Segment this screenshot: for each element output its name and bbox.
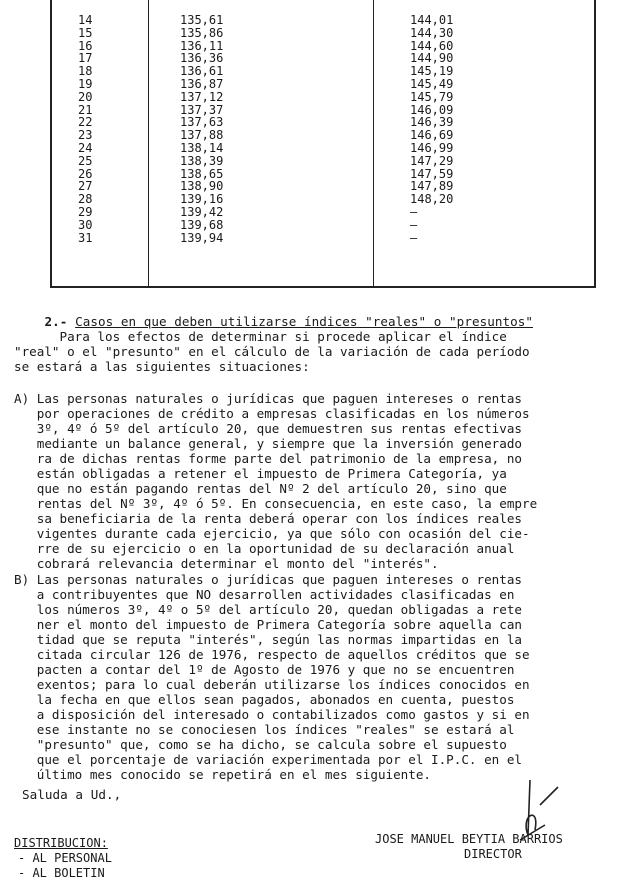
table-cell-index-b: — — [410, 217, 418, 232]
table-cell-day: 15 — [78, 25, 93, 40]
table-cell-index-a: 139,94 — [180, 230, 224, 245]
table-cell-index-b: 148,20 — [410, 192, 454, 207]
table-cell-index-a: 137,12 — [180, 89, 224, 104]
table-cell-index-b: 146,39 — [410, 115, 454, 130]
table-cell-index-a: 136,61 — [180, 64, 224, 79]
table-cell-index-a: 138,65 — [180, 166, 224, 181]
table-cell-index-a: 135,61 — [180, 13, 224, 27]
table-cell-index-a: 137,63 — [180, 115, 224, 130]
table-cell-index-b: 145,19 — [410, 64, 454, 79]
table-cell-index-a: 137,88 — [180, 128, 224, 143]
table-cell-index-b: 144,60 — [410, 38, 454, 53]
table-cell-index-b: 147,29 — [410, 153, 454, 168]
table-row — [50, 142, 595, 155]
table-cell-index-a: 139,42 — [180, 204, 224, 219]
table-cell-day: 28 — [78, 192, 93, 207]
text-line: a contribuyentes que NO desarrollen actividades clasificadas en — [14, 587, 515, 602]
table-row — [50, 206, 595, 219]
table-cell-index-a: 135,86 — [180, 25, 224, 40]
table-cell-day: 24 — [78, 140, 93, 155]
table-cell-day: 29 — [78, 204, 93, 219]
section-title: Casos en que deben utilizarse índices "reales" o "presuntos" — [75, 313, 534, 329]
table-cell-index-b: 147,89 — [410, 179, 454, 194]
table-row — [50, 219, 595, 232]
table-cell-day: 21 — [78, 102, 93, 117]
text-line: cobrará relevancia determinar el monto del "interés". — [14, 556, 439, 571]
table-cell-index-a: 137,37 — [180, 102, 224, 117]
text-line: último mes conocido se repetirá en el mes siguiente. — [14, 767, 432, 782]
text-line: se estará a las siguientes situaciones: — [14, 359, 310, 374]
table-row — [50, 232, 595, 245]
text-line: sa beneficiaria de la renta deberá operar con los índices reales — [14, 511, 522, 526]
table-row — [50, 155, 595, 168]
distribution-list — [18, 851, 112, 881]
table-cell-day: 14 — [78, 13, 93, 27]
table-row — [50, 65, 595, 78]
table-cell-index-b: 145,79 — [410, 89, 454, 104]
text-line: "presunto" que, como se ha dicho, se calcula sobre el supuesto — [14, 737, 507, 752]
table-row — [50, 116, 595, 129]
signer-title: DIRECTOR — [464, 847, 522, 861]
text-line: ese instante no se conociesen los índices "reales" se estará al — [14, 722, 515, 737]
table-cell-day: 19 — [78, 76, 93, 91]
text-line: rre de su ejercicio o en la oportunidad de su declaración anual — [14, 541, 515, 556]
text-line: ra de dichas rentas forme parte del patrimonio de la empresa, no — [14, 451, 522, 466]
distribution-heading: DISTRIBUCION: — [14, 836, 108, 850]
table-cell-index-b: 146,99 — [410, 140, 454, 155]
table-row — [50, 40, 595, 53]
text-line: exentos; para lo cual deberán utilizarse los índices conocidos en — [14, 677, 530, 692]
table-row — [50, 14, 595, 27]
table-row — [50, 27, 595, 40]
text-line: pacten a contar del 1º de Agosto de 1976 y que no se encuentren — [14, 662, 515, 677]
table-row — [50, 193, 595, 206]
table-cell-index-a: 138,14 — [180, 140, 224, 155]
table-cell-day: 31 — [78, 230, 93, 245]
table-row — [50, 168, 595, 181]
table-cell-index-a: 139,68 — [180, 217, 224, 232]
text-line: vigentes durante cada ejercicio, ya que sólo con ocasión del cie- — [14, 526, 530, 541]
table-cell-day: 16 — [78, 38, 93, 53]
text-line: tidad que se reputa "interés", según las normas impartidas en la — [14, 632, 522, 647]
table-cell-index-a: 136,87 — [180, 76, 224, 91]
table-cell-index-b: 145,49 — [410, 76, 454, 91]
text-line: por operaciones de crédito a empresas clasificadas en los números — [14, 406, 530, 421]
text-line: mediante un balance general, y siempre que la inversión generado — [14, 436, 522, 451]
table-cell-day: 20 — [78, 89, 93, 104]
signer-name: JOSE MANUEL BEYTIA BARRIOS — [375, 832, 563, 846]
index-table — [50, 14, 595, 244]
table-row — [50, 129, 595, 142]
table-cell-day: 27 — [78, 179, 93, 194]
table-cell-index-a: 136,36 — [180, 51, 224, 66]
table-cell-index-b: — — [410, 204, 418, 219]
paragraph-a — [14, 391, 614, 571]
table-cell-index-b: 144,30 — [410, 25, 454, 40]
table-cell-index-b: 146,69 — [410, 128, 454, 143]
table-cell-day: 26 — [78, 166, 93, 181]
table-cell-day: 22 — [78, 115, 93, 130]
closing-line: Saluda a Ud., — [22, 787, 122, 802]
table-cell-index-b: 146,09 — [410, 102, 454, 117]
table-row — [50, 180, 595, 193]
table-cell-index-b: 144,01 — [410, 13, 454, 27]
text-line: "real" o el "presunto" en el cálculo de la variación de cada período — [14, 344, 530, 359]
table-cell-index-b: 144,90 — [410, 51, 454, 66]
text-line: rentas del Nº 3º, 4º ó 5º. En consecuencia, en este caso, la empre — [14, 496, 538, 511]
table-row — [50, 104, 595, 117]
table-bottom-border — [50, 286, 596, 288]
table-row — [50, 91, 595, 104]
table-cell-day: 18 — [78, 64, 93, 79]
text-line: A) Las personas naturales o jurídicas que paguen intereses o rentas — [14, 391, 522, 406]
text-line: que el porcentaje de variación experimentada por el I.P.C. en el — [14, 752, 522, 767]
text-line: a disposición del interesado o contabilizados como gastos y si en — [14, 707, 530, 722]
table-cell-day: 17 — [78, 51, 93, 66]
table-cell-day: 25 — [78, 153, 93, 168]
text-line: B) Las personas naturales o jurídicas que paguen intereses o rentas — [14, 572, 522, 587]
table-cell-index-a: 136,11 — [180, 38, 224, 53]
text-line: Para los efectos de determinar si procede aplicar el índice — [14, 329, 507, 344]
table-cell-day: 23 — [78, 128, 93, 143]
table-cell-index-b: 147,59 — [410, 166, 454, 181]
table-row — [50, 78, 595, 91]
text-line: 3º, 4º ó 5º del artículo 20, que demuestren sus rentas efectivas — [14, 421, 522, 436]
paragraph-b — [14, 572, 614, 782]
distribution-item: - AL BOLETIN — [18, 866, 105, 880]
text-line: que no están pagando rentas del Nº 2 del artículo 20, sino que — [14, 481, 507, 496]
table-row — [50, 52, 595, 65]
table-cell-index-a: 138,90 — [180, 179, 224, 194]
section-number: 2.- — [44, 313, 68, 329]
intro-paragraph — [14, 329, 614, 374]
table-cell-index-b: — — [410, 230, 418, 245]
table-cell-index-a: 139,16 — [180, 192, 224, 207]
text-line: citada circular 126 de 1976, respecto de aquellos créditos que se — [14, 647, 530, 662]
table-cell-index-a: 138,39 — [180, 153, 224, 168]
table-cell-day: 30 — [78, 217, 93, 232]
distribution-item: - AL PERSONAL — [18, 851, 112, 865]
text-line: los números 3º, 4º o 5º del artículo 20, quedan obligadas a rete — [14, 602, 522, 617]
text-line: la fecha en que ellos sean pagados, abonados en cuenta, puestos — [14, 692, 515, 707]
text-line: ner el monto del impuesto de Primera Categoría sobre aquella can — [14, 617, 522, 632]
text-line: están obligadas a retener el impuesto de Primera Categoría, ya — [14, 466, 507, 481]
